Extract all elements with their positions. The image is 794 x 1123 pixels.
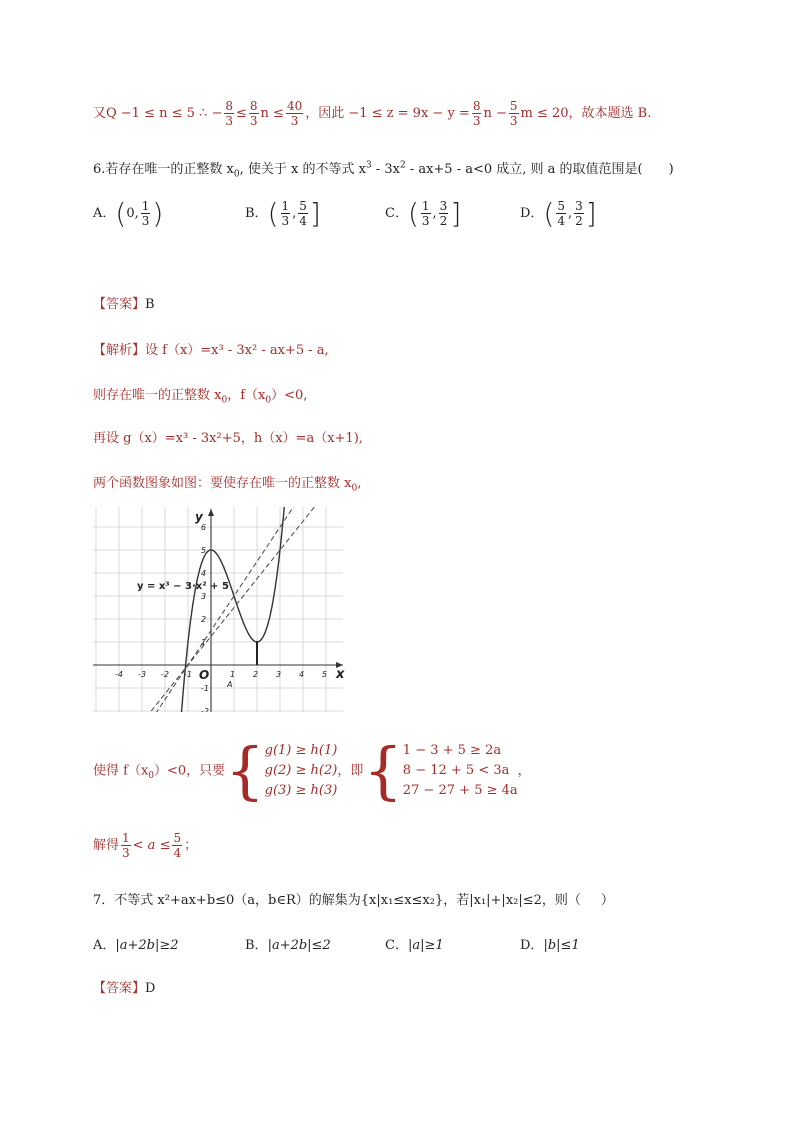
y-tick-label: 2 [201,615,207,624]
answer-value: D [145,981,156,996]
fraction-denominator: 3 [509,114,518,128]
analysis-text: 则存在唯一的正整数 x [93,388,222,403]
bracket-left: ( [407,197,419,230]
system-row: 8 − 12 + 5 < 3a [402,763,510,778]
fraction-denominator: 3 [290,114,299,128]
graph-svg [93,507,345,712]
x-tick-label: 4 [299,670,305,679]
fraction-denominator: 3 [472,114,481,128]
fraction-numerator: 3 [575,199,583,213]
fraction [574,200,584,227]
answer-tag: 【答案】 [93,981,146,996]
fraction-numerator: 1 [421,199,430,213]
q7-option-c[interactable] [385,934,444,953]
q7-stem: 7．不等式 x²+ax+b≤0（a，b∈R）的解集为{x|x₁≤x≤x₂}，若|x₁|+|x₂|≤2，则（ [93,893,581,908]
answer-paren: ) [668,162,674,177]
analysis-line-1 [93,339,329,358]
fraction-denominator: 3 [249,114,258,128]
fraction-numerator: 1 [281,199,290,213]
system-numeric [403,741,518,801]
curve-label: y = x³ − 3·x² + 5 [137,581,229,592]
bracket-right: ] [450,197,462,230]
fraction-denominator: 4 [299,214,307,228]
solve-line [93,832,197,859]
q6-stem-a: 6.若存在唯一的正整数 x [93,162,234,177]
x-tick-label: 2 [253,670,259,679]
option-label: B． [245,206,268,221]
option-text: |a|≥1 [407,938,444,953]
y-tick-label: -1 [201,684,209,693]
line1-mid2: n − [483,106,507,121]
fraction-numerator: 40 [286,99,303,113]
subscript: 0 [221,395,228,406]
fraction [421,200,431,227]
x-tick-label: -3 [138,670,146,679]
superscript: 2 [399,160,406,171]
tangent-line-2 [151,507,321,711]
fraction [556,200,566,227]
fraction [281,200,291,227]
fraction-numerator: 5 [173,831,182,845]
answer-tag: 【答案】 [93,297,146,312]
fraction [224,100,234,127]
solve-text: ； [184,838,198,853]
analysis-tag: 【解析】 [93,343,146,358]
brace-left: { [363,734,403,807]
system-row: g(3) ≥ h(3) [264,783,338,798]
x-tick-label: 5 [322,670,328,679]
option-label: D． [520,206,544,221]
solve-text: 解得 [93,838,120,853]
fraction [249,100,259,127]
y-tick-label: 4 [201,569,207,578]
y-tick-label: 1 [201,638,207,647]
option-label: C． [385,206,408,221]
subscript: 0 [351,483,358,494]
option-label: A． [93,206,116,221]
analysis-line-2 [93,384,307,406]
bracket-left: ( [267,197,279,230]
option-text: |a+2b|≥2 [115,938,179,953]
q7-option-a[interactable] [93,934,179,953]
x-tick-label: 3 [276,670,282,679]
option-text: |b|≤1 [543,938,580,953]
line1-sep: ，因此 −1 ≤ z = 9x − y = [305,106,470,121]
q6-stem-d: - ax+5 - a<0 成立, 则 a 的取值范围是( [405,162,643,177]
bracket-right: ] [309,197,321,230]
analysis-text: 两个函数图象如图：要使存在唯一的正整数 x [93,476,352,491]
analysis-text: ）<0, [271,388,308,403]
option-label: A． [93,938,116,953]
fraction-numerator: 8 [249,99,258,113]
analysis-text: 设 f（x）=x³ - 3x² - ax+5 - a, [145,343,329,358]
fraction-numerator: 5 [509,99,518,113]
analysis-text: ，f（x [227,388,266,403]
origin-label: O [199,668,210,682]
fraction-denominator: 3 [225,114,233,128]
bracket-left: ( [543,197,555,230]
line1-tail: m ≤ 20，故本题选 B. [520,106,652,121]
option-label: C． [385,938,408,953]
fraction [286,100,303,127]
fraction-denominator: 3 [122,846,130,860]
interval-start: 0 [126,206,135,221]
answer-value: B [145,297,155,312]
condition-line [93,734,531,807]
condition-text: ， [517,763,531,779]
option-a[interactable]: A．(0, $\frac{1}{3}$ ) [93,197,164,230]
superscript: 3 [365,160,372,171]
q6-stem-c: - 3x [371,162,400,177]
system-g-h [265,741,338,801]
option-b[interactable]: B．( $\frac{1}{3}$ , $\frac{5}{4}$ ] [245,197,321,230]
bracket-left: ( [115,197,127,230]
fraction-denominator: 4 [557,214,566,228]
question-6-stem [93,158,674,180]
q7-option-d[interactable] [520,934,580,953]
grid-lines [93,507,343,712]
option-label: D． [520,938,544,953]
fraction-denominator: 3 [141,214,150,228]
option-c[interactable]: C．( $\frac{1}{3}$ , $\frac{3}{2}$ ] [385,197,462,230]
fraction [509,100,519,127]
subscript: 0 [265,395,272,406]
fraction-denominator: 3 [421,214,430,228]
question-7-stem [93,889,614,908]
x-tick-label: 1 [230,670,236,679]
condition-text: ，即 [337,763,364,779]
fraction-numerator: 5 [299,199,307,213]
bracket-right: ) [152,197,164,230]
y-axis-arrow [208,509,214,516]
bracket-right: ] [585,197,597,230]
system-row: 27 − 27 + 5 ≥ 4a [402,783,518,798]
fraction-denominator: 2 [575,214,583,228]
q7-option-b[interactable] [245,934,331,953]
x-tick-label: -1 [184,670,192,679]
brace-left: { [225,734,265,807]
fraction [472,100,482,127]
x-tick-label: -2 [161,670,169,679]
point-a-label: A [227,680,233,689]
fraction-numerator: 5 [557,199,566,213]
subscript: 0 [148,771,155,782]
system-row: g(1) ≥ h(1) [264,743,338,758]
fraction [141,200,151,227]
y-tick-label: 3 [201,592,207,601]
fraction-numerator: 8 [472,99,481,113]
option-d[interactable]: D．( $\frac{5}{4}$ , $\frac{3}{2}$ ] [520,197,597,230]
system-row: g(2) ≥ h(2) [264,763,338,778]
condition-text: ）<0，只要 [154,763,226,779]
fraction [298,200,308,227]
fraction [172,832,182,859]
answer-6 [93,293,155,312]
y-tick-label: 6 [201,523,207,532]
q6-stem-b: , 使关于 x 的不等式 x [239,162,366,177]
analysis-text: 再设 g（x）=x³ - 3x²+5，h（x）=a（x+1), [93,431,363,446]
x-tick-label: -4 [115,670,123,679]
fraction-numerator: 1 [122,831,130,845]
option-text: |a+2b|≤2 [267,938,331,953]
fraction [121,832,131,859]
fraction-numerator: 3 [439,199,448,213]
fraction-denominator: 3 [281,214,290,228]
subscript: 0 [233,169,240,180]
system-row: 1 − 3 + 5 ≥ 2a [402,743,502,758]
fraction-denominator: 4 [173,846,182,860]
line1-prefix: 又Q −1 ≤ n ≤ 5 ∴ − [93,106,223,121]
x-tick-labels [115,670,327,679]
solve-text: < a ≤ [132,838,171,853]
fraction-denominator: 2 [439,214,448,228]
function-graph [93,507,345,712]
le-symbol: ≤ [235,106,247,121]
axis-x-label: x [336,667,345,682]
fraction-numerator: 1 [141,199,150,213]
analysis-line-3 [93,427,363,446]
line1-mid: n ≤ [260,106,284,121]
answer-paren: ） [600,893,614,908]
answer-7 [93,977,155,996]
solution-line-prev [93,100,651,127]
axis-y-label: y [195,510,203,524]
fraction-numerator: 8 [225,99,233,113]
option-label: B． [245,938,268,953]
y-tick-label: 5 [201,546,207,555]
analysis-line-4 [93,472,361,494]
fraction [439,200,449,227]
y-tick-label: -2 [201,707,209,712]
condition-text: 使得 f（x [93,763,149,779]
analysis-text: , [357,476,362,491]
tangent-line-1 [151,507,321,712]
